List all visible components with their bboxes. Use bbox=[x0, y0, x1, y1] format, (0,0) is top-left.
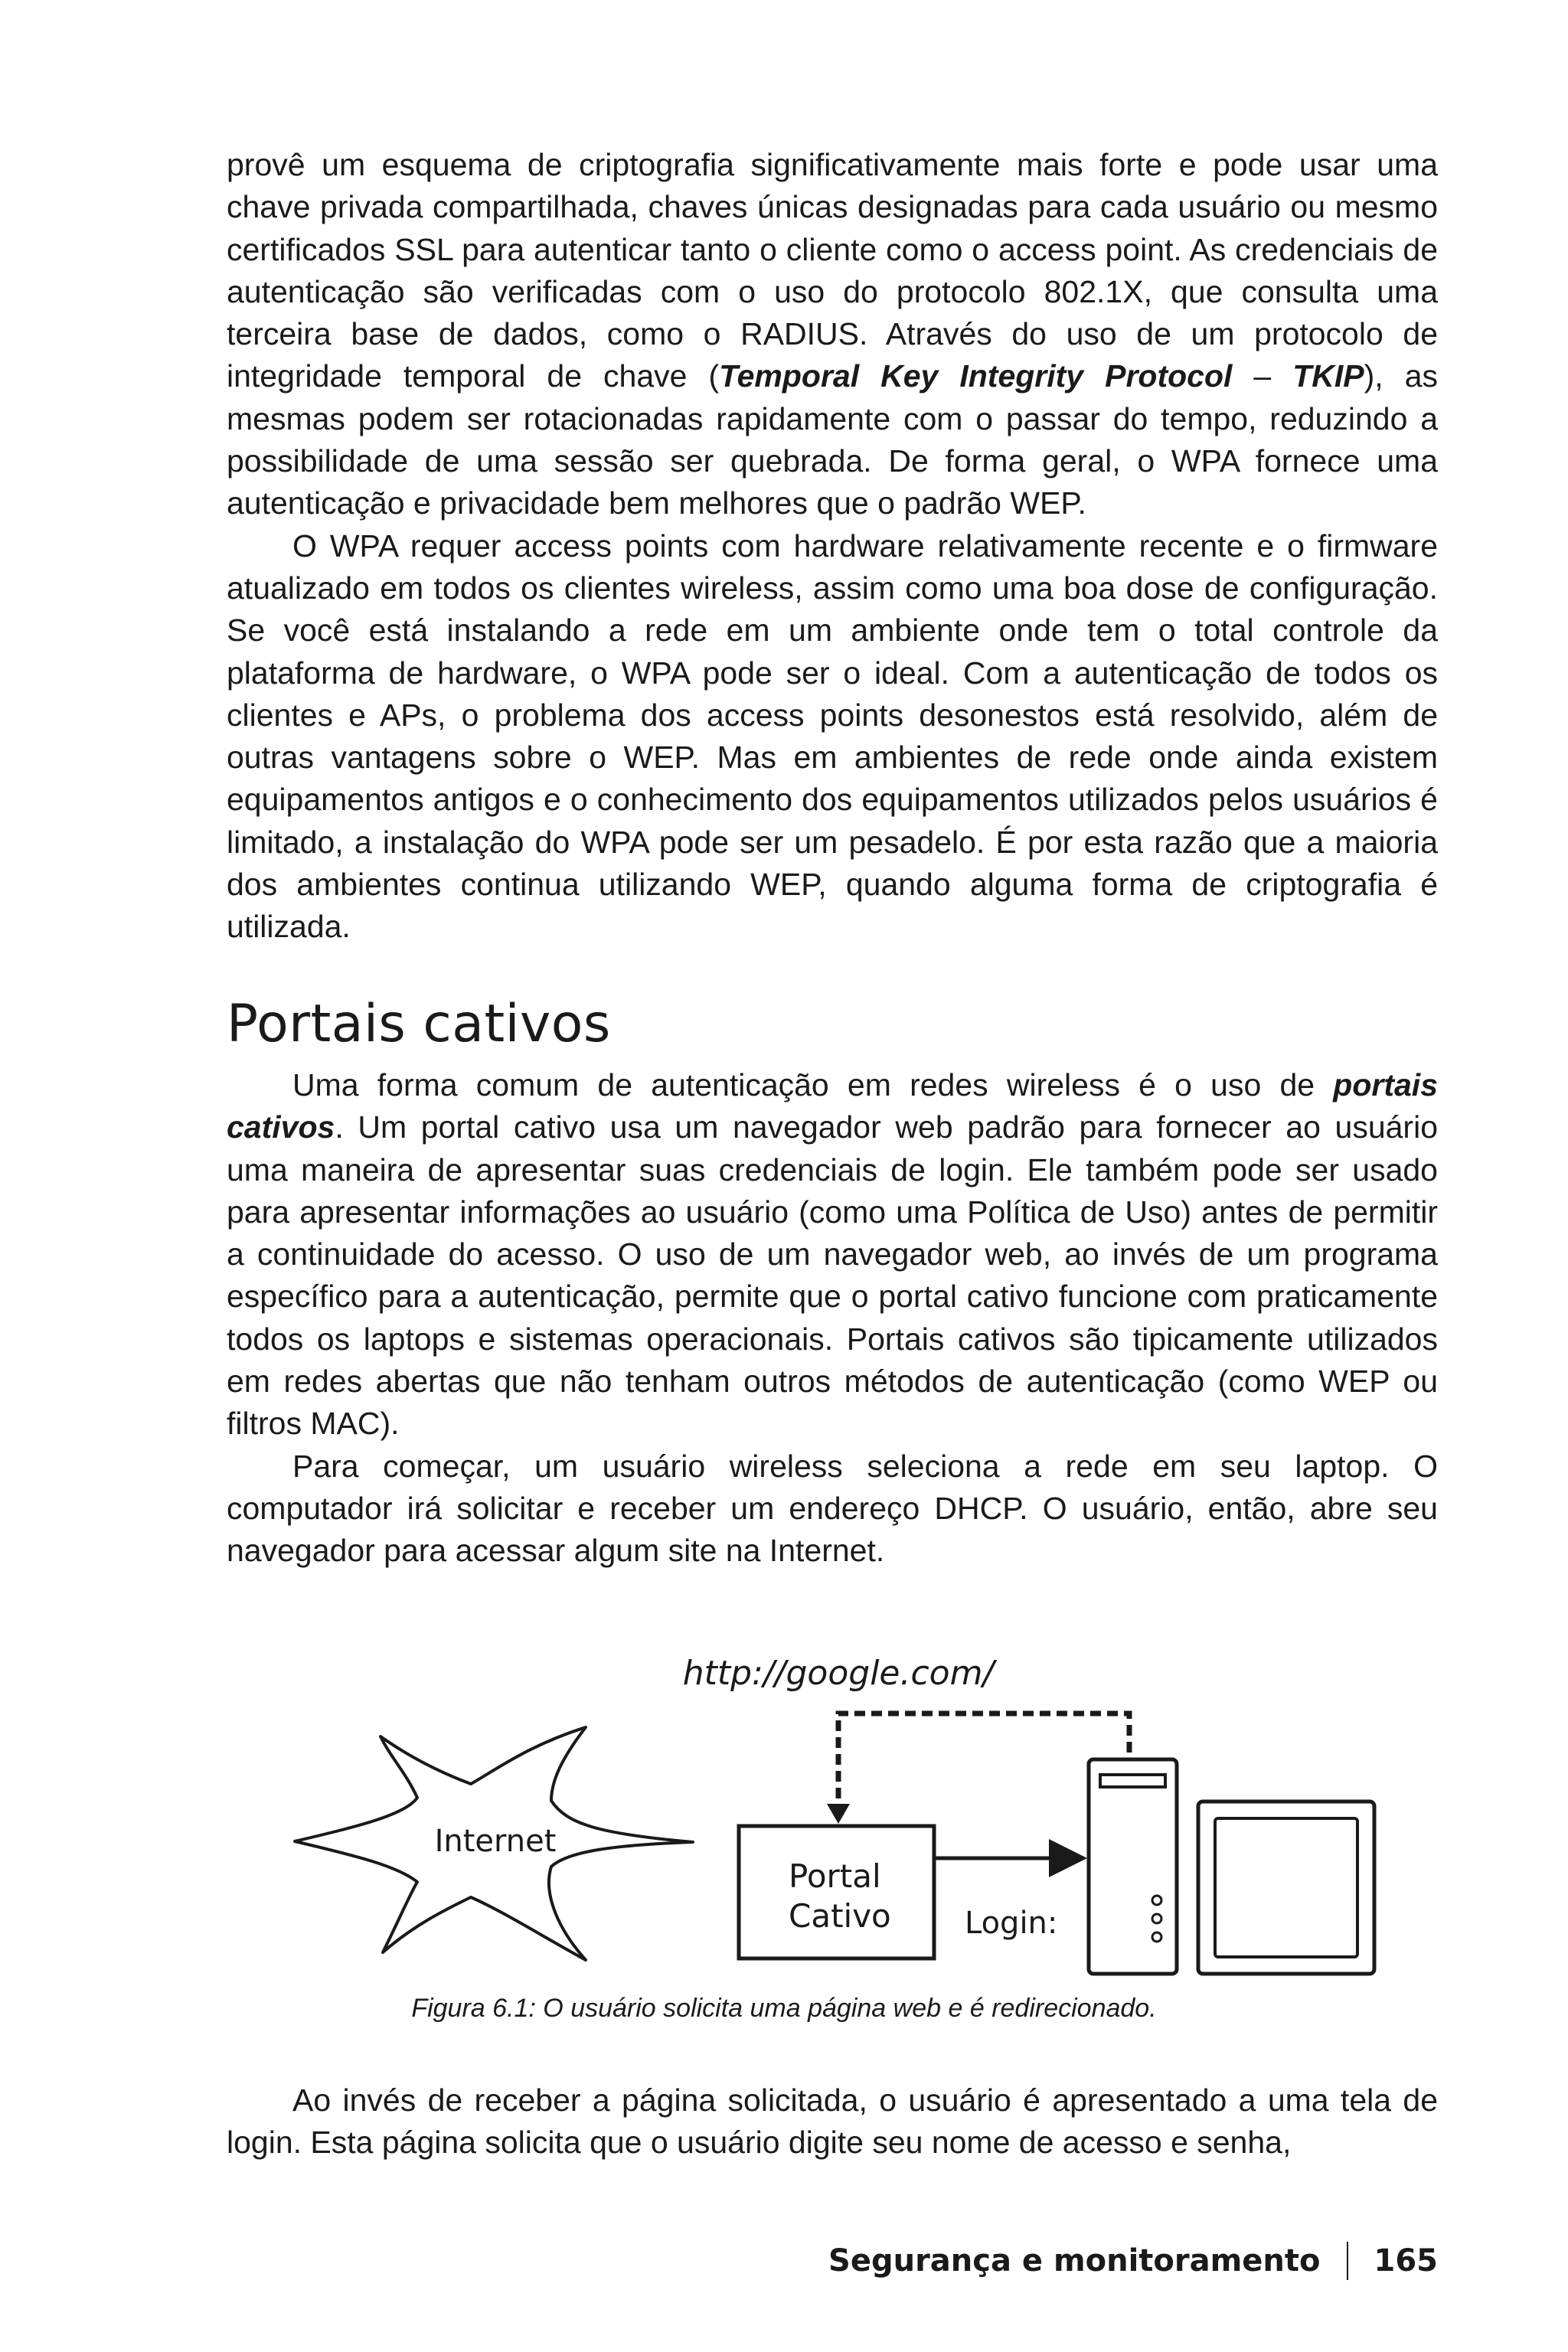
body-text-top bbox=[227, 144, 1438, 949]
page-footer bbox=[828, 2242, 1438, 2280]
paragraph-wpa-requirements: O WPA requer access points com hardware relativamente recente e o firmware atualizado em todos os clientes wireless, assim como uma boa dose de configuração. Se você está instalando a rede em um ambiente onde tem o total controle da plataforma de hardware, o WPA pode ser o ideal. Com a autenticação de todos os clientes e APs, o problema dos access points desonestos está resolvido, além de outras vantagens sobre o WEP. Mas em ambientes de rede onde ainda existem equipamentos antigos e o conhecimento dos equipamentos utilizados pelos usuários é limitado, a instalação do WPA pode ser um pesadelo. É por esta razão que a maioria dos ambientes continua utilizando WEP, quando alguma forma de criptografia é utilizada. bbox=[227, 528, 1438, 945]
tower-led-2 bbox=[1152, 1914, 1161, 1923]
desktop-tower bbox=[1089, 1759, 1177, 1974]
redirect-arrowhead bbox=[827, 1804, 850, 1824]
paragraph-user-flow: Para começar, um usuário wireless seleciona a rede em seu laptop. O computador irá solicitar e receber um endereço DHCP. O usuário, então, abre seu navegador para acessar algum site na Internet. bbox=[227, 1448, 1438, 1569]
internet-cloud bbox=[295, 1727, 693, 1960]
login-label: Login: bbox=[965, 1906, 1058, 1941]
footer-chapter-title: Segurança e monitoramento bbox=[828, 2243, 1321, 2278]
url-label: http://google.com/ bbox=[682, 1654, 995, 1693]
portal-box bbox=[739, 1826, 934, 1958]
emphasis-portais-cativos: portais cativos bbox=[227, 1067, 1438, 1145]
tower-led-1 bbox=[1152, 1896, 1161, 1905]
portal-label-line1: Portal bbox=[789, 1857, 881, 1895]
body-text-end bbox=[227, 2079, 1438, 2164]
internet-label: Internet bbox=[434, 1824, 557, 1859]
figure-captive-portal-diagram bbox=[276, 1623, 1393, 1983]
figure-caption: Figura 6.1: O usuário solicita uma página web e é redirecionado. bbox=[411, 1994, 1157, 2023]
paragraph-wpa: provê um esquema de criptografia significativamente mais forte e pode usar uma chave privada compartilhada, chaves únicas designadas para cada usuário ou mesmo certificados SSL para autenticar tanto o cliente como o access point. As credenciais de autenticação são verificadas com o uso do protocolo 802.1X, que consulta uma terceira base de dados, como o RADIUS. Através do uso de um protocolo de integridade temporal de chave (Temporal Key Integrity Protocol – TKIP), as mesmas podem ser rotacionadas rapidamente com o passar do tempo, reduzindo a possibilidade de uma sessão ser quebrada. De forma geral, o WPA fornece uma autenticação e privacidade bem melhores que o padrão WEP. bbox=[227, 147, 1438, 521]
footer-separator bbox=[1347, 2242, 1348, 2280]
portal-label-line2: Cativo bbox=[789, 1897, 891, 1935]
tower-led-3 bbox=[1152, 1932, 1161, 1942]
paragraph-login-page: Ao invés de receber a página solicitada, o usuário é apresentado a uma tela de login. Esta página solicita que o usuário digite seu nome de acesso e senha, bbox=[227, 2082, 1438, 2161]
redirect-dashed-line bbox=[838, 1713, 1129, 1805]
monitor bbox=[1198, 1802, 1374, 1974]
footer-page-number: 165 bbox=[1374, 2243, 1438, 2278]
paragraph-captive-portal-intro: Uma forma comum de autenticação em redes wireless é o uso de portais cativos. Um portal cativo usa um navegador web padrão para fornecer ao usuário uma maneira de apresentar suas credenciais de login. Ele também pode ser usado para apresentar informações ao usuário (como uma Política de Uso) antes de permitir a continuidade do acesso. O uso de um navegador web, ao invés de um programa específico para a autenticação, permite que o portal cativo funcione com praticamente todos os laptops e sistemas operacionais. Portais cativos são tipicamente utilizados em redes abertas que não tenham outros métodos de autenticação (como WEP ou filtros MAC). bbox=[227, 1067, 1438, 1442]
section-heading: Portais cativos bbox=[227, 994, 611, 1054]
emphasis-tkip: TKIP bbox=[1292, 358, 1364, 394]
emphasis-tkip-long: Temporal Key Integrity Protocol bbox=[719, 358, 1233, 394]
body-text-section bbox=[227, 1064, 1438, 1573]
